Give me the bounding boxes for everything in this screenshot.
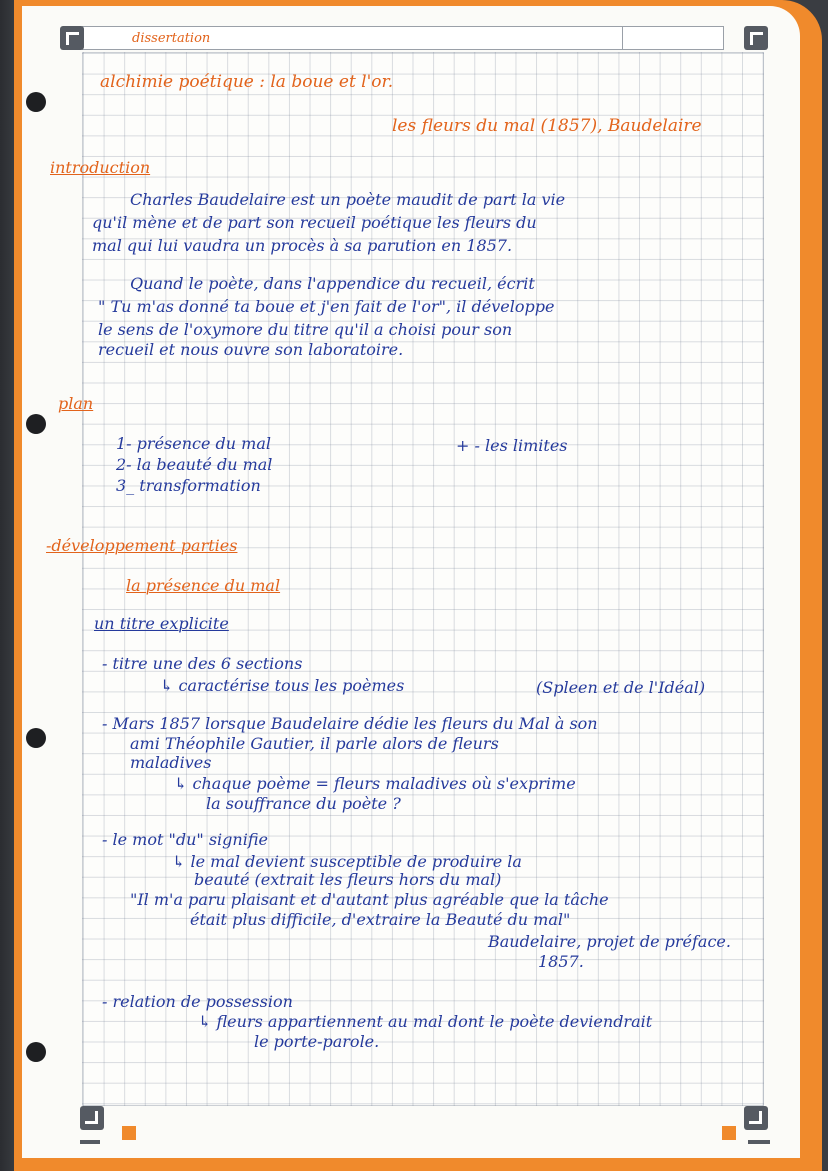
plan-heading: plan bbox=[58, 394, 94, 413]
arrow-line: le porte-parole. bbox=[254, 1032, 380, 1051]
bottom-left-corner-icon bbox=[80, 1106, 104, 1130]
arrow-line: ↳ fleurs appartiennent au mal dont le poète deviendrait bbox=[198, 1012, 653, 1031]
intro-line: " Tu m'as donné ta boue et j'en fait de l'or", il développe bbox=[98, 297, 555, 316]
bottom-left-marker bbox=[122, 1126, 136, 1140]
plan-extra: + - les limites bbox=[456, 436, 568, 455]
intro-heading: introduction bbox=[50, 158, 151, 177]
sub-title: un titre explicite bbox=[94, 614, 229, 633]
aside-note: (Spleen et de l'Idéal) bbox=[536, 678, 706, 697]
bullet-line: ami Théophile Gautier, il parle alors de fleurs bbox=[130, 734, 499, 753]
arrow-line: beauté (extrait les fleurs hors du mal) bbox=[194, 870, 502, 889]
intro-line: Quand le poète, dans l'appendice du recueil, écrit bbox=[130, 274, 535, 293]
intro-line: mal qui lui vaudra un procès à sa parution en 1857. bbox=[92, 236, 513, 255]
intro-line: Charles Baudelaire est un poète maudit de part la vie bbox=[130, 190, 566, 209]
work-title: les fleurs du mal (1857), Baudelaire bbox=[392, 116, 702, 136]
plan-item: 3_ transformation bbox=[116, 476, 261, 495]
development-heading: -développement parties bbox=[46, 536, 238, 555]
top-right-corner-icon bbox=[744, 26, 768, 50]
quote-source: Baudelaire, projet de préface. bbox=[488, 932, 731, 951]
part-title: la présence du mal bbox=[126, 576, 281, 595]
quote-line: était plus difficile, d'extraire la Beauté du mal" bbox=[190, 910, 571, 929]
intro-line: le sens de l'oxymore du titre qu'il a choisi pour son bbox=[98, 320, 513, 339]
intro-line: qu'il mène et de part son recueil poétique les fleurs du bbox=[92, 213, 537, 232]
binder-hole bbox=[26, 92, 46, 112]
subject-title: alchimie poétique : la boue et l'or. bbox=[100, 72, 394, 92]
bottom-right-corner-icon bbox=[744, 1106, 768, 1130]
arrow-line: la souffrance du poète ? bbox=[206, 794, 401, 813]
header-label: dissertation bbox=[132, 31, 211, 46]
arrow-line: ↳ chaque poème = fleurs maladives où s'exprime bbox=[174, 774, 576, 793]
bullet-line: - le mot "du" signifie bbox=[102, 830, 268, 849]
quote-source-year: 1857. bbox=[538, 952, 584, 971]
plan-item: 1- présence du mal bbox=[116, 434, 271, 453]
bullet-line: - Mars 1857 lorsque Baudelaire dédie les fleurs du Mal à son bbox=[102, 714, 598, 733]
arrow-line: ↳ le mal devient susceptible de produire la bbox=[172, 852, 522, 871]
bottom-right-bar bbox=[748, 1140, 770, 1144]
plan-item: 2- la beauté du mal bbox=[116, 455, 273, 474]
bottom-right-marker bbox=[722, 1126, 736, 1140]
top-left-corner-icon bbox=[60, 26, 84, 50]
notebook-page bbox=[22, 6, 800, 1158]
bullet-line: maladives bbox=[130, 753, 212, 772]
binder-hole bbox=[26, 414, 46, 434]
header-field-right bbox=[622, 26, 724, 50]
quote-line: "Il m'a paru plaisant et d'autant plus agréable que la tâche bbox=[130, 890, 609, 909]
binder-hole bbox=[26, 1042, 46, 1062]
intro-line: recueil et nous ouvre son laboratoire. bbox=[98, 340, 404, 359]
bottom-left-bar bbox=[80, 1140, 100, 1144]
bullet-line: - titre une des 6 sections bbox=[102, 654, 303, 673]
arrow-line: ↳ caractérise tous les poèmes bbox=[160, 676, 405, 695]
bullet-line: - relation de possession bbox=[102, 992, 293, 1011]
binder-hole bbox=[26, 728, 46, 748]
